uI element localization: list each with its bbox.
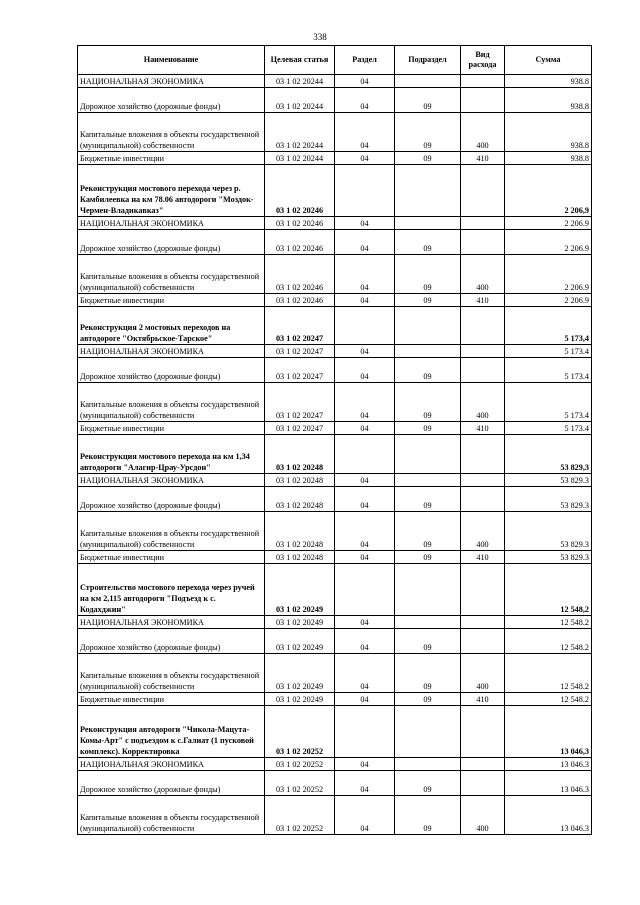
cell-code: 03 1 02 20248 xyxy=(265,474,335,487)
cell-section: 04 xyxy=(335,629,395,654)
cell-expense-type xyxy=(461,75,505,88)
cell-expense-type: 410 xyxy=(461,294,505,307)
cell-section: 04 xyxy=(335,113,395,152)
cell-code: 03 1 02 20247 xyxy=(265,345,335,358)
header-code: Целевая статья xyxy=(265,46,335,75)
cell-subsection: 09 xyxy=(395,255,461,294)
table-row xyxy=(78,512,592,551)
cell-name: Дорожное хозяйство (дорожные фонды) xyxy=(78,771,265,796)
cell-amount: 53 829.3 xyxy=(505,487,592,512)
cell-name: Реконструкция мостового перехода через р. Камбилеевка на км 78.06 автодороги "Моздок-Чермен-Владикавказ" xyxy=(78,165,265,217)
cell-code: 03 1 02 20244 xyxy=(265,152,335,165)
cell-expense-type: 410 xyxy=(461,422,505,435)
table-row xyxy=(78,88,592,113)
table-body xyxy=(78,75,592,835)
cell-name: Реконструкция мостового перехода на км 1,34 автодороги "Алагир-Црау-Урсдон" xyxy=(78,435,265,474)
cell-subsection xyxy=(395,616,461,629)
cell-subsection xyxy=(395,307,461,345)
cell-amount: 13 046.3 xyxy=(505,771,592,796)
cell-section: 04 xyxy=(335,255,395,294)
cell-code: 03 1 02 20252 xyxy=(265,771,335,796)
cell-code: 03 1 02 20252 xyxy=(265,706,335,758)
cell-name: Капитальные вложения в объекты государственной (муниципальной) собственности xyxy=(78,383,265,422)
cell-amount: 938.8 xyxy=(505,88,592,113)
cell-subsection: 09 xyxy=(395,693,461,706)
cell-subsection xyxy=(395,758,461,771)
cell-name: Бюджетные инвестиции xyxy=(78,693,265,706)
table-row xyxy=(78,152,592,165)
cell-subsection xyxy=(395,345,461,358)
cell-section: 04 xyxy=(335,88,395,113)
table-row xyxy=(78,758,592,771)
cell-code: 03 1 02 20244 xyxy=(265,75,335,88)
cell-expense-type: 410 xyxy=(461,551,505,564)
cell-name: НАЦИОНАЛЬНАЯ ЭКОНОМИКА xyxy=(78,474,265,487)
cell-code: 03 1 02 20246 xyxy=(265,230,335,255)
cell-expense-type: 400 xyxy=(461,383,505,422)
cell-code: 03 1 02 20249 xyxy=(265,564,335,616)
cell-name: Дорожное хозяйство (дорожные фонды) xyxy=(78,629,265,654)
cell-subsection xyxy=(395,165,461,217)
cell-code: 03 1 02 20244 xyxy=(265,113,335,152)
cell-expense-type: 400 xyxy=(461,255,505,294)
cell-amount: 5 173.4 xyxy=(505,358,592,383)
cell-name: Бюджетные инвестиции xyxy=(78,551,265,564)
cell-name: Капитальные вложения в объекты государственной (муниципальной) собственности xyxy=(78,255,265,294)
cell-section: 04 xyxy=(335,358,395,383)
cell-expense-type: 400 xyxy=(461,512,505,551)
cell-subsection: 09 xyxy=(395,152,461,165)
cell-name: Дорожное хозяйство (дорожные фонды) xyxy=(78,358,265,383)
cell-section: 04 xyxy=(335,771,395,796)
cell-amount: 5 173.4 xyxy=(505,345,592,358)
cell-name: Капитальные вложения в объекты государственной (муниципальной) собственности xyxy=(78,796,265,835)
table-row xyxy=(78,551,592,564)
cell-subsection: 09 xyxy=(395,796,461,835)
cell-amount: 5 173.4 xyxy=(505,383,592,422)
header-section: Раздел xyxy=(335,46,395,75)
cell-section: 04 xyxy=(335,75,395,88)
cell-subsection: 09 xyxy=(395,88,461,113)
cell-amount: 12 548.2 xyxy=(505,654,592,693)
cell-amount: 938.8 xyxy=(505,152,592,165)
cell-code: 03 1 02 20249 xyxy=(265,629,335,654)
cell-code: 03 1 02 20246 xyxy=(265,165,335,217)
cell-section: 04 xyxy=(335,551,395,564)
cell-subsection: 09 xyxy=(395,629,461,654)
cell-amount: 53 829,3 xyxy=(505,435,592,474)
cell-name: Дорожное хозяйство (дорожные фонды) xyxy=(78,230,265,255)
cell-expense-type xyxy=(461,629,505,654)
cell-section xyxy=(335,706,395,758)
cell-section: 04 xyxy=(335,616,395,629)
cell-expense-type: 400 xyxy=(461,654,505,693)
cell-expense-type xyxy=(461,358,505,383)
cell-section: 04 xyxy=(335,758,395,771)
cell-code: 03 1 02 20248 xyxy=(265,487,335,512)
cell-section: 04 xyxy=(335,152,395,165)
cell-expense-type xyxy=(461,435,505,474)
cell-expense-type xyxy=(461,230,505,255)
cell-code: 03 1 02 20247 xyxy=(265,358,335,383)
cell-subsection: 09 xyxy=(395,771,461,796)
cell-amount: 53 829.3 xyxy=(505,512,592,551)
cell-name: НАЦИОНАЛЬНАЯ ЭКОНОМИКА xyxy=(78,345,265,358)
cell-expense-type xyxy=(461,217,505,230)
cell-name: НАЦИОНАЛЬНАЯ ЭКОНОМИКА xyxy=(78,616,265,629)
cell-code: 03 1 02 20249 xyxy=(265,693,335,706)
page-number: 338 xyxy=(313,32,327,42)
cell-amount: 13 046.3 xyxy=(505,758,592,771)
table-row xyxy=(78,307,592,345)
cell-name: Бюджетные инвестиции xyxy=(78,152,265,165)
cell-section: 04 xyxy=(335,654,395,693)
cell-subsection: 09 xyxy=(395,113,461,152)
table-row xyxy=(78,422,592,435)
cell-code: 03 1 02 20246 xyxy=(265,255,335,294)
cell-section: 04 xyxy=(335,217,395,230)
cell-amount: 13 046.3 xyxy=(505,796,592,835)
cell-section: 04 xyxy=(335,693,395,706)
budget-table xyxy=(77,45,592,835)
cell-name: Дорожное хозяйство (дорожные фонды) xyxy=(78,487,265,512)
cell-expense-type xyxy=(461,706,505,758)
cell-subsection: 09 xyxy=(395,230,461,255)
cell-expense-type xyxy=(461,307,505,345)
cell-expense-type: 410 xyxy=(461,693,505,706)
table-row xyxy=(78,255,592,294)
cell-amount: 2 206.9 xyxy=(505,294,592,307)
cell-subsection xyxy=(395,706,461,758)
cell-name: Капитальные вложения в объекты государственной (муниципальной) собственности xyxy=(78,512,265,551)
cell-code: 03 1 02 20246 xyxy=(265,217,335,230)
cell-name: Дорожное хозяйство (дорожные фонды) xyxy=(78,88,265,113)
cell-subsection: 09 xyxy=(395,512,461,551)
header-amount: Сумма xyxy=(505,46,592,75)
cell-expense-type xyxy=(461,616,505,629)
cell-code: 03 1 02 20248 xyxy=(265,512,335,551)
cell-subsection xyxy=(395,75,461,88)
cell-amount: 5 173.4 xyxy=(505,422,592,435)
cell-code: 03 1 02 20246 xyxy=(265,294,335,307)
cell-section: 04 xyxy=(335,422,395,435)
cell-section: 04 xyxy=(335,230,395,255)
cell-name: Бюджетные инвестиции xyxy=(78,294,265,307)
cell-subsection: 09 xyxy=(395,551,461,564)
cell-name: НАЦИОНАЛЬНАЯ ЭКОНОМИКА xyxy=(78,75,265,88)
cell-amount: 2 206.9 xyxy=(505,255,592,294)
cell-amount: 938.8 xyxy=(505,75,592,88)
table-row xyxy=(78,474,592,487)
cell-name: Строительство мостового перехода через ручей на км 2,115 автодороги "Подъезд к с. Кодахджин" xyxy=(78,564,265,616)
header-subsection: Подраздел xyxy=(395,46,461,75)
cell-code: 03 1 02 20249 xyxy=(265,616,335,629)
cell-section: 04 xyxy=(335,474,395,487)
table-row xyxy=(78,564,592,616)
table-row xyxy=(78,294,592,307)
cell-subsection: 09 xyxy=(395,654,461,693)
cell-section: 04 xyxy=(335,345,395,358)
cell-name: Капитальные вложения в объекты государственной (муниципальной) собственности xyxy=(78,654,265,693)
cell-name: Реконструкция автодороги "Чикола-Мацута-Комы-Арт" с подъездом к с.Галиат (1 пусковой комплекс). Корректировка xyxy=(78,706,265,758)
header-expense-type: Вид расхода xyxy=(461,46,505,75)
cell-subsection xyxy=(395,474,461,487)
cell-amount: 12 548,2 xyxy=(505,564,592,616)
header-name: Наименование xyxy=(78,46,265,75)
cell-expense-type xyxy=(461,345,505,358)
table-row xyxy=(78,616,592,629)
cell-subsection: 09 xyxy=(395,358,461,383)
cell-expense-type xyxy=(461,564,505,616)
cell-name: Бюджетные инвестиции xyxy=(78,422,265,435)
table-row xyxy=(78,487,592,512)
cell-section: 04 xyxy=(335,512,395,551)
cell-section xyxy=(335,165,395,217)
cell-amount: 53 829.3 xyxy=(505,474,592,487)
table-row xyxy=(78,165,592,217)
cell-code: 03 1 02 20248 xyxy=(265,551,335,564)
table-row xyxy=(78,693,592,706)
cell-section: 04 xyxy=(335,294,395,307)
cell-code: 03 1 02 20252 xyxy=(265,758,335,771)
cell-name: Реконструкция 2 мостовых переходов на автодороге "Октябрьское-Тарское" xyxy=(78,307,265,345)
cell-section xyxy=(335,435,395,474)
table-header-row xyxy=(78,46,592,75)
cell-subsection: 09 xyxy=(395,422,461,435)
cell-section xyxy=(335,564,395,616)
table-row xyxy=(78,383,592,422)
cell-code: 03 1 02 20247 xyxy=(265,307,335,345)
cell-subsection xyxy=(395,435,461,474)
table-row xyxy=(78,771,592,796)
cell-expense-type: 400 xyxy=(461,796,505,835)
table-row xyxy=(78,435,592,474)
cell-expense-type xyxy=(461,88,505,113)
table-row xyxy=(78,217,592,230)
table-row xyxy=(78,654,592,693)
table-row xyxy=(78,706,592,758)
cell-code: 03 1 02 20249 xyxy=(265,654,335,693)
cell-code: 03 1 02 20248 xyxy=(265,435,335,474)
cell-section: 04 xyxy=(335,383,395,422)
cell-name: НАЦИОНАЛЬНАЯ ЭКОНОМИКА xyxy=(78,758,265,771)
cell-expense-type xyxy=(461,474,505,487)
cell-name: Капитальные вложения в объекты государственной (муниципальной) собственности xyxy=(78,113,265,152)
cell-amount: 2 206.9 xyxy=(505,230,592,255)
cell-amount: 53 829.3 xyxy=(505,551,592,564)
cell-section: 04 xyxy=(335,796,395,835)
table-row xyxy=(78,796,592,835)
cell-expense-type xyxy=(461,487,505,512)
cell-expense-type: 410 xyxy=(461,152,505,165)
table-row xyxy=(78,75,592,88)
cell-subsection xyxy=(395,217,461,230)
cell-expense-type xyxy=(461,771,505,796)
cell-amount: 938.8 xyxy=(505,113,592,152)
cell-subsection: 09 xyxy=(395,383,461,422)
cell-amount: 12 548.2 xyxy=(505,616,592,629)
cell-expense-type xyxy=(461,165,505,217)
cell-subsection: 09 xyxy=(395,294,461,307)
cell-amount: 2 206,9 xyxy=(505,165,592,217)
cell-code: 03 1 02 20244 xyxy=(265,88,335,113)
cell-expense-type xyxy=(461,758,505,771)
cell-expense-type: 400 xyxy=(461,113,505,152)
cell-subsection: 09 xyxy=(395,487,461,512)
cell-code: 03 1 02 20247 xyxy=(265,422,335,435)
cell-amount: 13 046,3 xyxy=(505,706,592,758)
table-row xyxy=(78,629,592,654)
table-row xyxy=(78,230,592,255)
cell-name: НАЦИОНАЛЬНАЯ ЭКОНОМИКА xyxy=(78,217,265,230)
cell-code: 03 1 02 20252 xyxy=(265,796,335,835)
table-row xyxy=(78,113,592,152)
cell-amount: 12 548.2 xyxy=(505,629,592,654)
cell-amount: 5 173,4 xyxy=(505,307,592,345)
table-row xyxy=(78,345,592,358)
cell-section: 04 xyxy=(335,487,395,512)
cell-amount: 2 206.9 xyxy=(505,217,592,230)
table-row xyxy=(78,358,592,383)
cell-amount: 12 548.2 xyxy=(505,693,592,706)
cell-section xyxy=(335,307,395,345)
cell-subsection xyxy=(395,564,461,616)
cell-code: 03 1 02 20247 xyxy=(265,383,335,422)
